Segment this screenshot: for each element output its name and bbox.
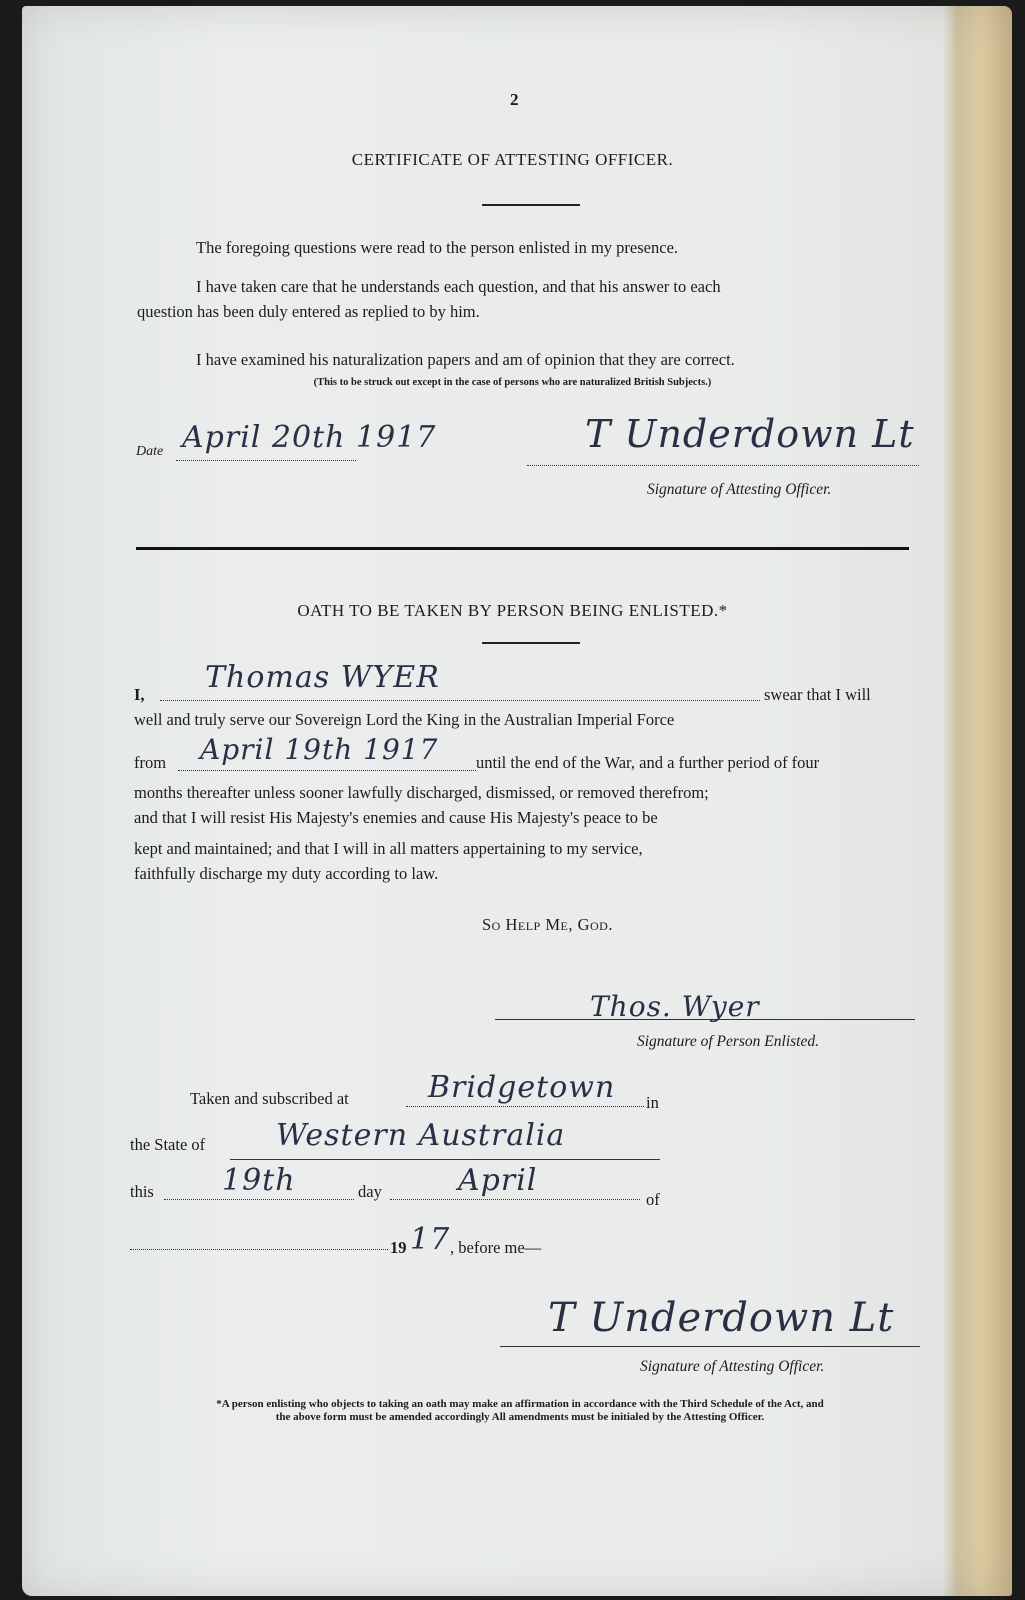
state-label: the State of [130, 1135, 206, 1154]
state-value: Western Australia [276, 1118, 566, 1153]
oath-line-7: faithfully discharge my duty according to law. [134, 864, 439, 883]
enlisted-signature-label: Signature of Person Enlisted. [637, 1033, 819, 1050]
certificate-line-1: The foregoing questions were read to the person enlisted in my presence. [196, 238, 679, 257]
from-label: from [134, 753, 167, 772]
from-line [178, 770, 476, 771]
date-value: April 20th 1917 [182, 420, 437, 455]
from-date: April 19th 1917 [200, 733, 439, 766]
day-label: day [358, 1182, 382, 1201]
date-line [176, 460, 356, 461]
certificate-heading: CERTIFICATE OF ATTESTING OFFICER. [351, 150, 674, 169]
year-lead-line [130, 1249, 388, 1250]
oath-swear: swear that I will [764, 685, 871, 704]
certificate-line-2a: I have taken care that he understands each question, and that his answer to each [196, 277, 721, 296]
attesting-officer-signature: T Underdown Lt [548, 1295, 895, 1341]
oath-line-4: months thereafter unless sooner lawfully discharged, dismissed, or removed therefrom; [134, 783, 709, 802]
year-prefix: 19 [390, 1238, 407, 1257]
state-line [230, 1159, 660, 1160]
oath-line-5: and that I will resist His Majesty's enemies and cause His Majesty's peace to be [134, 808, 658, 827]
officer-signature-line [527, 465, 919, 466]
oath-closing: So Help Me, God. [482, 915, 613, 934]
footnote-line-2: the above form must be amended accordingly All amendments must be initialed by the Attesting Officer. [275, 1411, 765, 1423]
day-line [164, 1199, 354, 1200]
page-number: 2 [510, 90, 519, 109]
certificate-line-2b: question has been duly entered as replied to by him. [137, 302, 480, 321]
taken-label: Taken and subscribed at [190, 1089, 349, 1108]
name-line [160, 700, 760, 701]
attesting-officer-label: Signature of Attesting Officer. [640, 1358, 825, 1375]
in-label: in [646, 1093, 659, 1112]
before-me: , before me— [450, 1238, 542, 1257]
heading-divider [482, 204, 580, 206]
oath-heading: OATH TO BE TAKEN BY PERSON BEING ENLISTED.* [297, 601, 728, 620]
certificate-note: (This to be struck out except in the case of persons who are naturalized British Subjects.) [313, 377, 712, 388]
oath-i-label: I, [134, 685, 145, 704]
day-value: 19th [222, 1163, 296, 1198]
officer-signature-label: Signature of Attesting Officer. [647, 481, 832, 498]
oath-line-6: kept and maintained; and that I will in all matters appertaining to my service, [134, 839, 643, 858]
footnote-line-1: *A person enlisting who objects to taking an oath may make an affirmation in accordance with the Third Schedule of the Act, and [216, 1398, 824, 1410]
oath-line-3: until the end of the War, and a further period of four [476, 753, 820, 772]
oath-heading-divider [482, 642, 580, 644]
oath-line-2: well and truly serve our Sovereign Lord the King in the Australian Imperial Force [134, 710, 675, 729]
year-value: 17 [410, 1222, 451, 1257]
of-label: of [646, 1190, 660, 1209]
place-line [406, 1106, 644, 1107]
place-value: Bridgetown [428, 1070, 616, 1105]
attesting-officer-line [500, 1346, 920, 1347]
section-divider [136, 547, 909, 550]
certificate-line-3: I have examined his naturalization papers and am of opinion that they are correct. [196, 350, 735, 369]
this-label: this [130, 1182, 154, 1201]
month-value: April [458, 1163, 538, 1198]
enlistee-name: Thomas WYER [205, 660, 440, 695]
date-label: Date [136, 444, 164, 459]
enlisted-signature: Thos. Wyer [590, 990, 760, 1023]
month-line [390, 1199, 640, 1200]
officer-signature: T Underdown Lt [585, 412, 915, 456]
